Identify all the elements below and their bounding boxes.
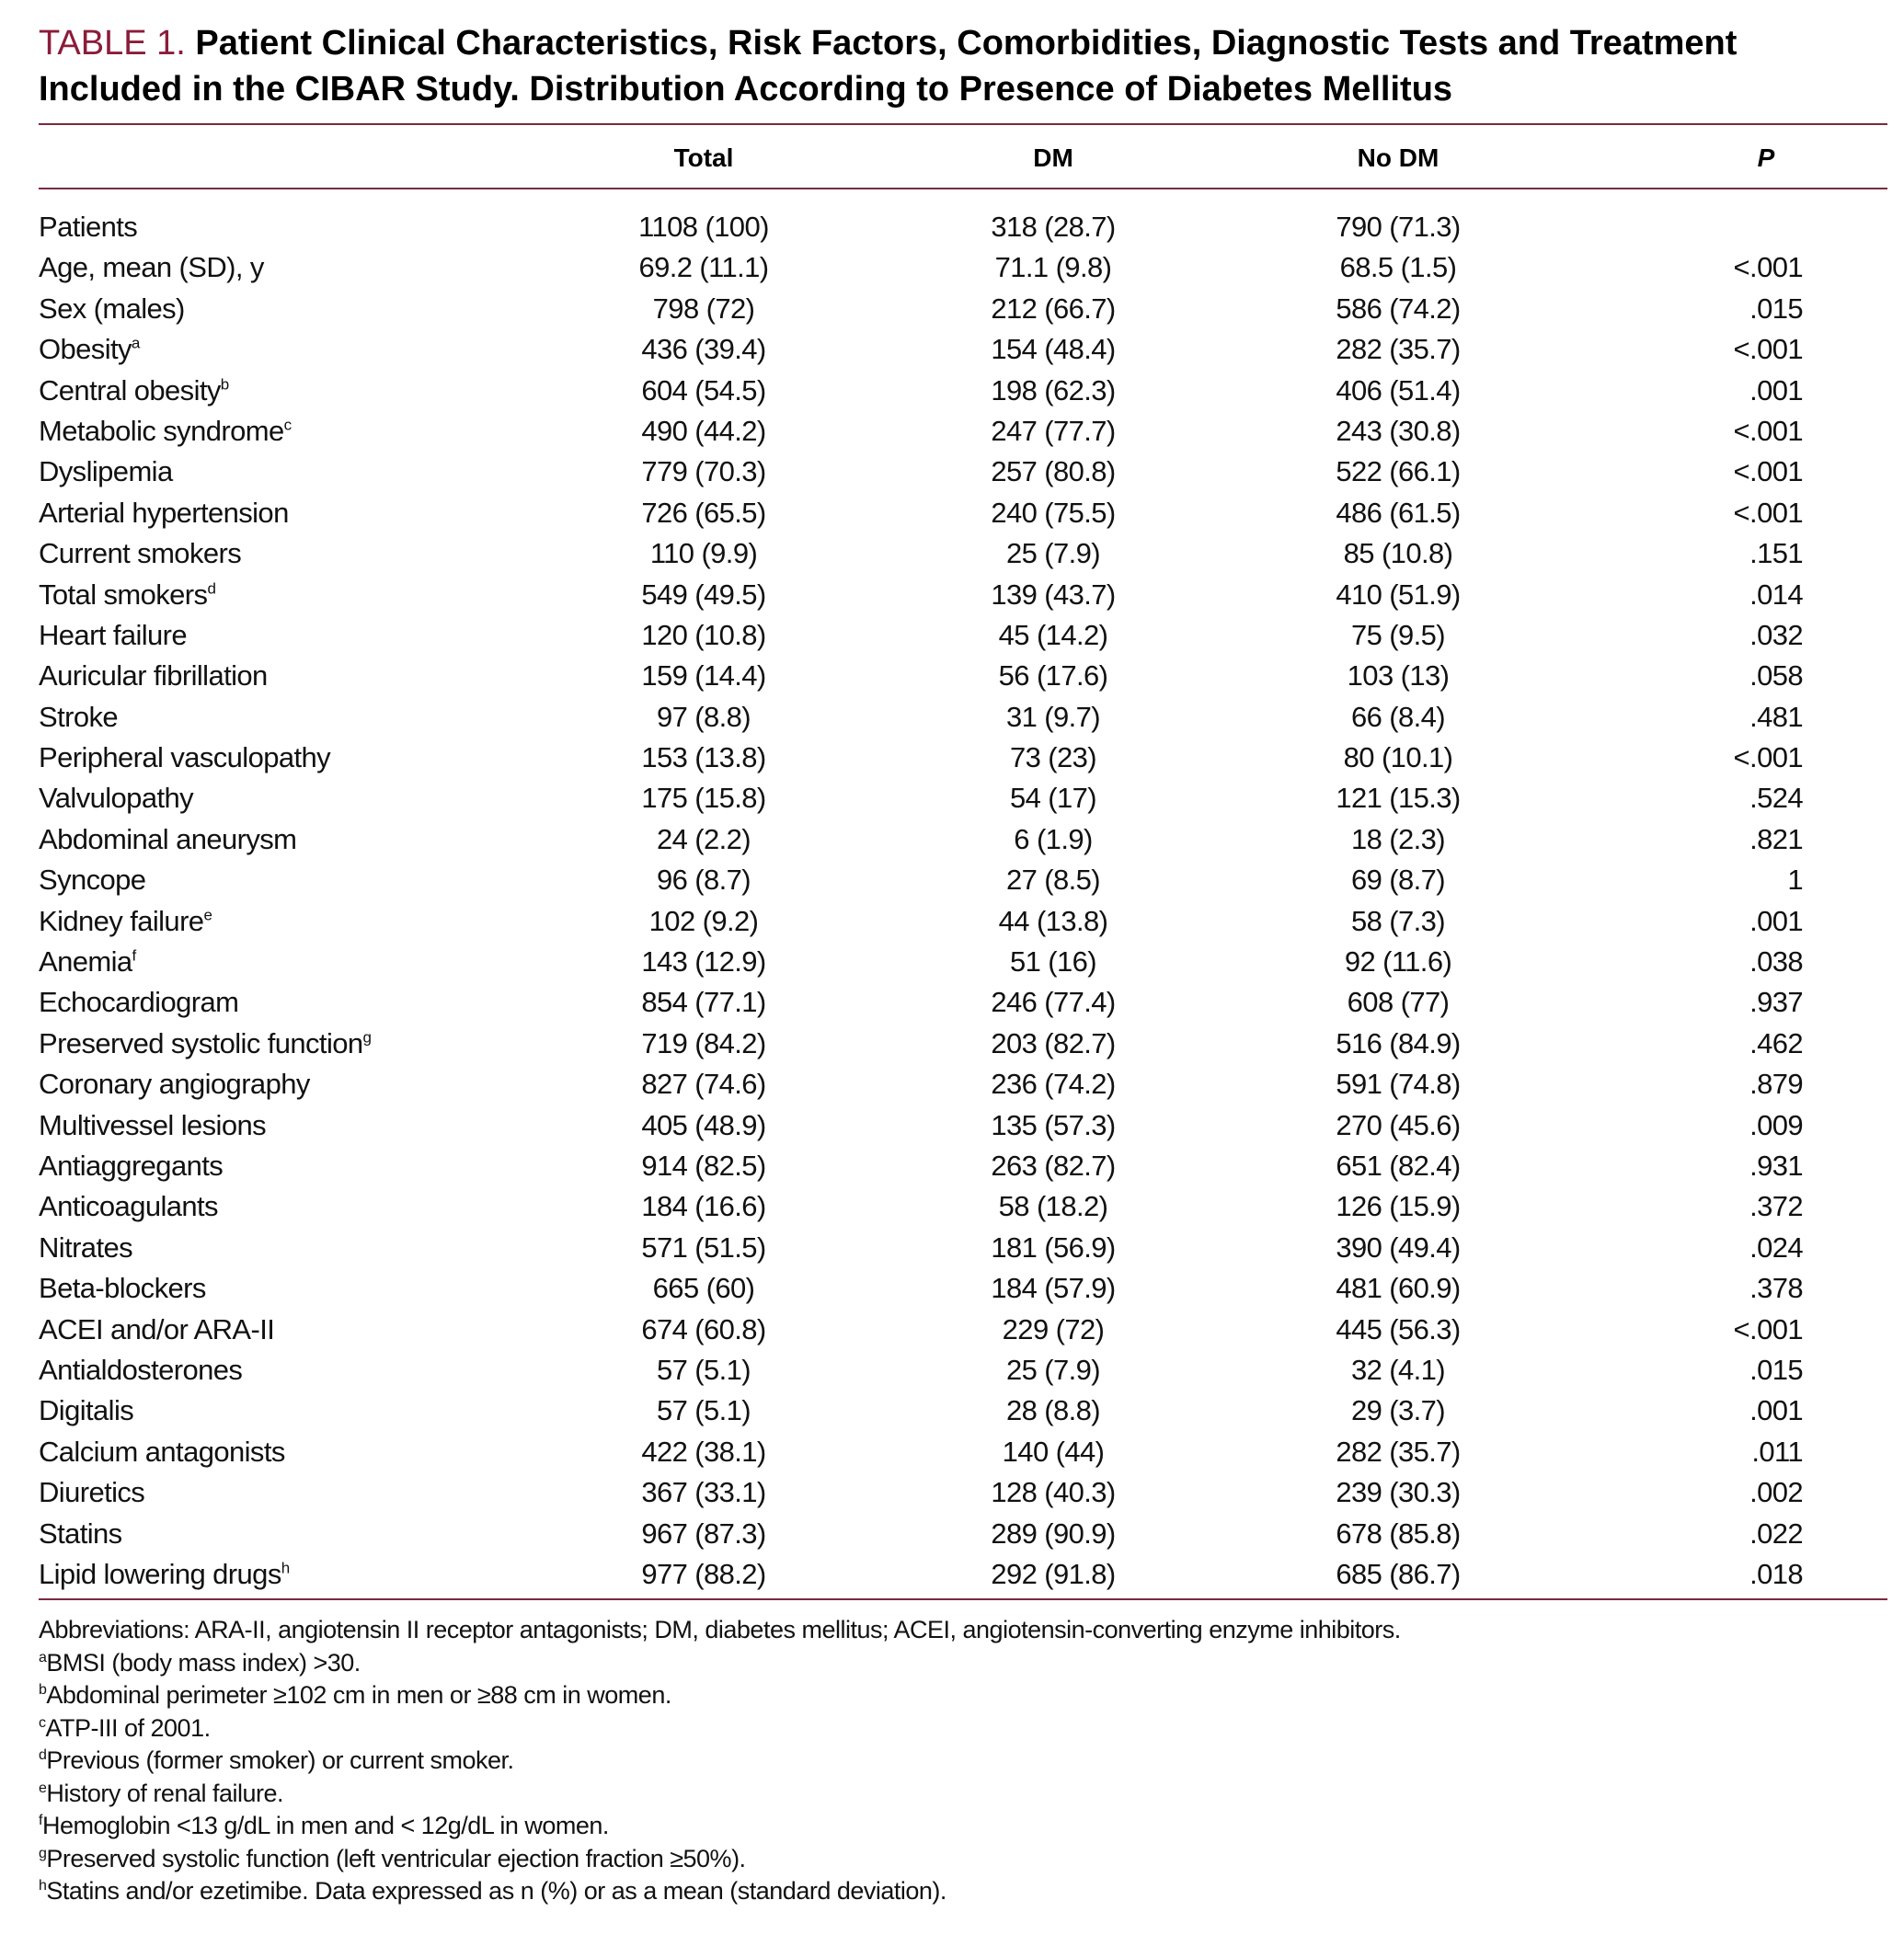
p-value-cell xyxy=(1619,207,1803,247)
no-dm-cell: 75 (9.5) xyxy=(1350,618,1446,651)
total-cell: 153 (13.8) xyxy=(641,741,766,774)
row-label xyxy=(39,247,627,288)
row-label-text: Nitrates xyxy=(39,1231,133,1264)
footnote-text: BMSI (body mass index) >30. xyxy=(46,1648,361,1677)
footnote xyxy=(39,1875,1887,1908)
row-label-text: Metabolic syndrome xyxy=(39,414,284,447)
row-label xyxy=(39,1268,627,1309)
row-label xyxy=(39,901,627,942)
row-label xyxy=(39,1310,627,1350)
row-label xyxy=(39,982,627,1023)
row-label-text: Total smokers xyxy=(39,578,208,611)
footnote xyxy=(39,1679,1887,1712)
footnote-letter: e xyxy=(39,1780,47,1796)
total-cell: 571 (51.5) xyxy=(641,1231,766,1264)
p-value-cell: .002 xyxy=(1749,1476,1803,1509)
footnote-letter: b xyxy=(39,1682,47,1698)
no-dm-cell: 126 (15.9) xyxy=(1336,1190,1461,1223)
p-value-cell: .015 xyxy=(1749,1353,1803,1386)
row-label-text: Patients xyxy=(39,211,138,243)
row-label-text: Syncope xyxy=(39,864,146,897)
table-row xyxy=(0,452,1904,492)
footnote xyxy=(39,1745,1887,1778)
footnote-marker: a xyxy=(131,334,140,352)
row-label-text: Diuretics xyxy=(39,1476,145,1509)
no-dm-cell: 651 (82.4) xyxy=(1336,1149,1461,1182)
bottom-rule xyxy=(39,1598,1887,1600)
p-value-cell: .879 xyxy=(1749,1068,1803,1101)
row-label-text: Current smokers xyxy=(39,537,242,570)
row-label-text: Anticoagulants xyxy=(39,1190,218,1223)
footnote-letter: h xyxy=(39,1878,47,1894)
total-cell: 854 (77.1) xyxy=(641,986,766,1019)
p-value-cell: .462 xyxy=(1749,1026,1803,1059)
row-label xyxy=(39,1472,627,1513)
row-label-text: Antiaggregants xyxy=(39,1149,224,1182)
footnote-letter: g xyxy=(39,1845,47,1861)
row-label xyxy=(39,1146,627,1186)
table-title xyxy=(39,20,1887,112)
p-value-cell: <.001 xyxy=(1733,496,1803,529)
row-label xyxy=(39,1105,627,1146)
dm-cell: 198 (62.3) xyxy=(991,373,1116,406)
p-value-cell: .151 xyxy=(1749,537,1803,570)
row-label-text: Anemia xyxy=(39,945,132,979)
dm-cell: 56 (17.6) xyxy=(998,659,1108,693)
total-cell: 779 (70.3) xyxy=(641,455,766,488)
row-label-text: Obesity xyxy=(39,333,132,366)
table-row xyxy=(0,615,1904,656)
col-header-total: Total xyxy=(673,143,734,172)
total-cell: 143 (12.9) xyxy=(641,945,766,979)
table-row xyxy=(0,1064,1904,1105)
no-dm-cell: 486 (61.5) xyxy=(1336,496,1461,529)
dm-cell: 51 (16) xyxy=(1009,945,1097,979)
total-cell: 967 (87.3) xyxy=(641,1517,766,1550)
dm-cell: 58 (18.2) xyxy=(998,1190,1108,1223)
row-label xyxy=(39,1350,627,1391)
total-cell: 827 (74.6) xyxy=(641,1068,766,1101)
row-label-text: Central obesity xyxy=(39,373,221,406)
footnote-text: Abbreviations: ARA-II, angiotensin II receptor antagonists; DM, diabetes mellitus; ACEI, angiotensin-converting enzyme inhibitors. xyxy=(39,1616,1401,1643)
footnote xyxy=(39,1647,1887,1680)
footnote-marker: b xyxy=(220,375,229,394)
footnote-marker: f xyxy=(132,946,136,965)
dm-cell: 6 (1.9) xyxy=(1014,822,1093,855)
total-cell: 159 (14.4) xyxy=(641,659,766,693)
row-label-text: Stroke xyxy=(39,700,118,733)
row-label xyxy=(39,207,627,247)
no-dm-cell: 608 (77) xyxy=(1347,986,1450,1019)
row-label xyxy=(39,411,627,452)
row-label xyxy=(39,697,627,738)
dm-cell: 247 (77.7) xyxy=(991,414,1116,447)
row-label xyxy=(39,533,627,574)
footnote-marker: h xyxy=(281,1559,290,1577)
table-row xyxy=(0,738,1904,778)
table-row xyxy=(0,819,1904,860)
dm-cell: 25 (7.9) xyxy=(1005,537,1101,570)
row-label xyxy=(39,942,627,982)
dm-cell: 128 (40.3) xyxy=(991,1476,1116,1509)
total-cell: 665 (60) xyxy=(652,1272,755,1305)
no-dm-cell: 481 (60.9) xyxy=(1336,1272,1461,1305)
total-cell: 674 (60.8) xyxy=(641,1312,766,1345)
total-cell: 604 (54.5) xyxy=(641,373,766,406)
total-cell: 110 (9.9) xyxy=(649,537,758,570)
p-value-cell: .001 xyxy=(1749,1394,1803,1427)
row-label xyxy=(39,575,627,615)
col-header-no-dm: No DM xyxy=(1357,143,1439,172)
total-cell: 405 (48.9) xyxy=(641,1108,766,1141)
row-label-text: ACEI and/or ARA-II xyxy=(39,1312,275,1345)
total-cell: 69.2 (11.1) xyxy=(638,251,769,284)
total-cell: 120 (10.8) xyxy=(641,618,766,651)
row-label xyxy=(39,778,627,818)
table-row xyxy=(0,1186,1904,1227)
no-dm-cell: 18 (2.3) xyxy=(1350,822,1446,855)
table-row xyxy=(0,1024,1904,1064)
p-value-cell: <.001 xyxy=(1733,333,1803,366)
dm-cell: 240 (75.5) xyxy=(991,496,1116,529)
footnote-letter: c xyxy=(39,1714,46,1731)
table-row xyxy=(0,1514,1904,1554)
total-cell: 719 (84.2) xyxy=(641,1026,766,1059)
row-label xyxy=(39,329,627,370)
table-row xyxy=(0,329,1904,370)
p-value-cell: .022 xyxy=(1749,1517,1803,1550)
no-dm-cell: 790 (71.3) xyxy=(1336,211,1461,243)
p-value-cell: .378 xyxy=(1749,1272,1803,1305)
p-value-cell: .015 xyxy=(1749,292,1803,325)
no-dm-cell: 685 (86.7) xyxy=(1336,1557,1461,1590)
dm-cell: 73 (23) xyxy=(1009,741,1097,774)
dm-cell: 154 (48.4) xyxy=(991,333,1116,366)
no-dm-cell: 92 (11.6) xyxy=(1344,945,1452,979)
table-row xyxy=(0,901,1904,942)
dm-cell: 246 (77.4) xyxy=(991,986,1116,1019)
p-value-cell: .481 xyxy=(1749,700,1803,733)
table-row xyxy=(0,1554,1904,1595)
dm-cell: 140 (44) xyxy=(1002,1435,1105,1468)
row-label-text: Auricular fibrillation xyxy=(39,659,268,693)
no-dm-cell: 591 (74.8) xyxy=(1336,1068,1461,1101)
dm-cell: 263 (82.7) xyxy=(991,1149,1116,1182)
total-cell: 367 (33.1) xyxy=(641,1476,766,1509)
footnote xyxy=(39,1810,1887,1843)
total-cell: 977 (88.2) xyxy=(641,1557,766,1590)
dm-cell: 318 (28.7) xyxy=(991,211,1116,243)
table-row xyxy=(0,1350,1904,1391)
row-label xyxy=(39,289,627,329)
row-label xyxy=(39,1432,627,1472)
p-value-cell: <.001 xyxy=(1733,414,1803,447)
dm-cell: 45 (14.2) xyxy=(998,618,1108,651)
row-label xyxy=(39,1554,627,1595)
total-cell: 490 (44.2) xyxy=(641,414,766,447)
no-dm-cell: 29 (3.7) xyxy=(1350,1394,1446,1427)
dm-cell: 31 (9.7) xyxy=(1005,700,1101,733)
p-value-cell: .058 xyxy=(1749,659,1803,693)
total-cell: 422 (38.1) xyxy=(641,1435,766,1468)
footnote-letter: f xyxy=(39,1813,42,1828)
table-row xyxy=(0,1391,1904,1431)
dm-cell: 257 (80.8) xyxy=(991,455,1116,488)
total-cell: 184 (16.6) xyxy=(641,1190,766,1223)
row-label xyxy=(39,656,627,696)
dm-cell: 44 (13.8) xyxy=(998,904,1108,937)
row-label-text: Multivessel lesions xyxy=(39,1108,267,1141)
table-row xyxy=(0,778,1904,818)
p-value-cell: .009 xyxy=(1749,1108,1803,1141)
table-row xyxy=(0,982,1904,1023)
table-row xyxy=(0,289,1904,329)
total-cell: 102 (9.2) xyxy=(648,904,759,937)
dm-cell: 25 (7.9) xyxy=(1005,1353,1101,1386)
dm-cell: 292 (91.8) xyxy=(991,1557,1116,1590)
footnote-text: Statins and/or ezetimibe. Data expressed as n (%) or as a mean (standard deviation). xyxy=(46,1877,946,1905)
row-label xyxy=(39,860,627,900)
total-cell: 96 (8.7) xyxy=(656,864,751,897)
footnote-marker: c xyxy=(283,416,292,434)
footnote-text: Abdominal perimeter ≥102 cm in men or ≥88 cm in women. xyxy=(46,1681,671,1709)
p-value-cell: 1 xyxy=(1787,864,1803,897)
p-value-cell: .024 xyxy=(1749,1231,1803,1264)
p-value-cell: <.001 xyxy=(1733,1312,1803,1345)
no-dm-cell: 678 (85.8) xyxy=(1336,1517,1461,1550)
footnote-text: ATP-III of 2001. xyxy=(45,1713,211,1742)
table-row xyxy=(0,247,1904,288)
dm-cell: 203 (82.7) xyxy=(991,1026,1116,1059)
p-value-cell: .001 xyxy=(1749,904,1803,937)
dm-cell: 27 (8.5) xyxy=(1005,864,1101,897)
row-label-text: Digitalis xyxy=(39,1394,134,1427)
row-label-text: Antialdosterones xyxy=(39,1353,243,1386)
no-dm-cell: 516 (84.9) xyxy=(1336,1026,1461,1059)
dm-cell: 184 (57.9) xyxy=(991,1272,1116,1305)
row-label-text: Kidney failure xyxy=(39,904,204,937)
total-cell: 175 (15.8) xyxy=(641,782,766,815)
p-value-cell: .524 xyxy=(1749,782,1803,815)
footnote-letter: d xyxy=(39,1747,47,1763)
row-label-text: Statins xyxy=(39,1517,122,1550)
no-dm-cell: 522 (66.1) xyxy=(1336,455,1461,488)
row-label-text: Age, mean (SD), y xyxy=(39,251,264,284)
row-label xyxy=(39,371,627,411)
dm-cell: 236 (74.2) xyxy=(991,1068,1116,1101)
row-label-text: Coronary angiography xyxy=(39,1068,310,1101)
dm-cell: 71.1 (9.8) xyxy=(994,251,1112,284)
footnote-text: Preserved systolic function (left ventricular ejection fraction ≥50%). xyxy=(46,1844,746,1872)
row-label-text: Peripheral vasculopathy xyxy=(39,741,331,774)
table-row xyxy=(0,1310,1904,1350)
row-label-text: Preserved systolic function xyxy=(39,1026,363,1059)
p-value-cell: .011 xyxy=(1751,1435,1803,1468)
p-value-cell: .032 xyxy=(1749,618,1803,651)
table-number: TABLE 1. xyxy=(39,24,186,63)
footnote xyxy=(39,1614,1887,1647)
footnote xyxy=(39,1843,1887,1876)
row-label-text: Lipid lowering drugs xyxy=(39,1557,281,1590)
no-dm-cell: 282 (35.7) xyxy=(1336,1435,1461,1468)
table-row xyxy=(0,1105,1904,1146)
p-value-cell: .038 xyxy=(1749,945,1803,979)
footnote xyxy=(39,1778,1887,1811)
no-dm-cell: 239 (30.3) xyxy=(1336,1476,1461,1509)
table-row xyxy=(0,1228,1904,1268)
total-cell: 57 (5.1) xyxy=(656,1394,751,1427)
no-dm-cell: 80 (10.1) xyxy=(1343,741,1453,774)
table-row xyxy=(0,493,1904,533)
total-cell: 726 (65.5) xyxy=(641,496,766,529)
row-label-text: Heart failure xyxy=(39,618,188,651)
p-value-cell: .931 xyxy=(1749,1149,1803,1182)
row-label-text: Echocardiogram xyxy=(39,986,239,1019)
p-value-cell: <.001 xyxy=(1733,741,1803,774)
header-rule xyxy=(39,188,1887,189)
footnote-marker: e xyxy=(203,906,212,924)
table-row xyxy=(0,207,1904,247)
dm-cell: 28 (8.8) xyxy=(1005,1394,1101,1427)
table-row xyxy=(0,1268,1904,1309)
no-dm-cell: 103 (13) xyxy=(1347,659,1450,693)
footnote-text: History of renal failure. xyxy=(46,1779,284,1807)
total-cell: 798 (72) xyxy=(652,292,755,325)
table-row xyxy=(0,860,1904,900)
no-dm-cell: 410 (51.9) xyxy=(1336,578,1461,611)
p-value-cell: .001 xyxy=(1749,373,1803,406)
footnote-letter: a xyxy=(39,1649,47,1666)
p-value-cell: .821 xyxy=(1749,822,1803,855)
row-label-text: Valvulopathy xyxy=(39,782,194,815)
no-dm-cell: 66 (8.4) xyxy=(1350,700,1446,733)
col-header-p: P xyxy=(1757,143,1775,172)
total-cell: 24 (2.2) xyxy=(656,822,751,855)
table-body xyxy=(0,207,1904,1595)
p-value-cell: <.001 xyxy=(1733,251,1803,284)
footnote-text: Hemoglobin <13 g/dL in men and < 12g/dL in women. xyxy=(41,1812,609,1839)
p-value-cell: .937 xyxy=(1749,986,1803,1019)
no-dm-cell: 270 (45.6) xyxy=(1336,1108,1461,1141)
table-row xyxy=(0,575,1904,615)
no-dm-cell: 32 (4.1) xyxy=(1350,1353,1446,1386)
table-row xyxy=(0,371,1904,411)
dm-cell: 229 (72) xyxy=(1002,1312,1105,1345)
p-value-cell: .014 xyxy=(1749,578,1803,611)
no-dm-cell: 406 (51.4) xyxy=(1336,373,1461,406)
table-row xyxy=(0,697,1904,738)
col-header-dm: DM xyxy=(1033,143,1073,172)
no-dm-cell: 282 (35.7) xyxy=(1336,333,1461,366)
no-dm-cell: 69 (8.7) xyxy=(1350,864,1446,897)
p-value-cell: .372 xyxy=(1749,1190,1803,1223)
dm-cell: 181 (56.9) xyxy=(991,1231,1116,1264)
row-label xyxy=(39,738,627,778)
footnotes xyxy=(39,1614,1887,1908)
no-dm-cell: 85 (10.8) xyxy=(1343,537,1453,570)
table-row xyxy=(0,411,1904,452)
row-label xyxy=(39,493,627,533)
dm-cell: 135 (57.3) xyxy=(991,1108,1116,1141)
row-label xyxy=(39,1514,627,1554)
total-cell: 97 (8.8) xyxy=(656,700,751,733)
dm-cell: 139 (43.7) xyxy=(991,578,1116,611)
dm-cell: 212 (66.7) xyxy=(991,292,1116,325)
no-dm-cell: 58 (7.3) xyxy=(1350,904,1446,937)
total-cell: 1108 (100) xyxy=(638,211,769,243)
top-rule xyxy=(39,123,1887,125)
no-dm-cell: 390 (49.4) xyxy=(1336,1231,1461,1264)
no-dm-cell: 121 (15.3) xyxy=(1336,782,1461,815)
p-value-cell: .018 xyxy=(1749,1557,1803,1590)
p-value-cell: <.001 xyxy=(1733,455,1803,488)
row-label xyxy=(39,1064,627,1105)
row-label xyxy=(39,1391,627,1431)
row-label-text: Beta-blockers xyxy=(39,1272,206,1305)
total-cell: 57 (5.1) xyxy=(656,1353,751,1386)
total-cell: 549 (49.5) xyxy=(641,578,766,611)
row-label xyxy=(39,615,627,656)
row-label-text: Arterial hypertension xyxy=(39,496,289,529)
table-row xyxy=(0,1472,1904,1513)
footnote-marker: d xyxy=(207,579,216,598)
total-cell: 914 (82.5) xyxy=(641,1149,766,1182)
table-row xyxy=(0,656,1904,696)
table-caption: Patient Clinical Characteristics, Risk Factors, Comorbidities, Diagnostic Tests and Treatment Included in the CIBAR Study. Distribution According to Presence of Diabetes Mellitus xyxy=(39,24,1738,109)
total-cell: 436 (39.4) xyxy=(641,333,766,366)
row-label-text: Sex (males) xyxy=(39,292,185,325)
table-row xyxy=(0,942,1904,982)
row-label-text: Dyslipemia xyxy=(39,455,173,488)
row-label xyxy=(39,1228,627,1268)
row-label-text: Calcium antagonists xyxy=(39,1435,285,1468)
table-row xyxy=(0,1146,1904,1186)
dm-cell: 289 (90.9) xyxy=(991,1517,1116,1550)
footnote-marker: g xyxy=(362,1028,372,1047)
table-row xyxy=(0,1432,1904,1472)
row-label-text: Abdominal aneurysm xyxy=(39,822,297,855)
row-label xyxy=(39,819,627,860)
footnote-text: Previous (former smoker) or current smoker. xyxy=(46,1746,514,1774)
no-dm-cell: 68.5 (1.5) xyxy=(1339,251,1457,284)
row-label xyxy=(39,452,627,492)
dm-cell: 54 (17) xyxy=(1009,782,1097,815)
row-label xyxy=(39,1024,627,1064)
row-label xyxy=(39,1186,627,1227)
footnote xyxy=(39,1712,1887,1746)
no-dm-cell: 243 (30.8) xyxy=(1336,414,1461,447)
no-dm-cell: 445 (56.3) xyxy=(1336,1312,1461,1345)
no-dm-cell: 586 (74.2) xyxy=(1336,292,1461,325)
table-row xyxy=(0,533,1904,574)
